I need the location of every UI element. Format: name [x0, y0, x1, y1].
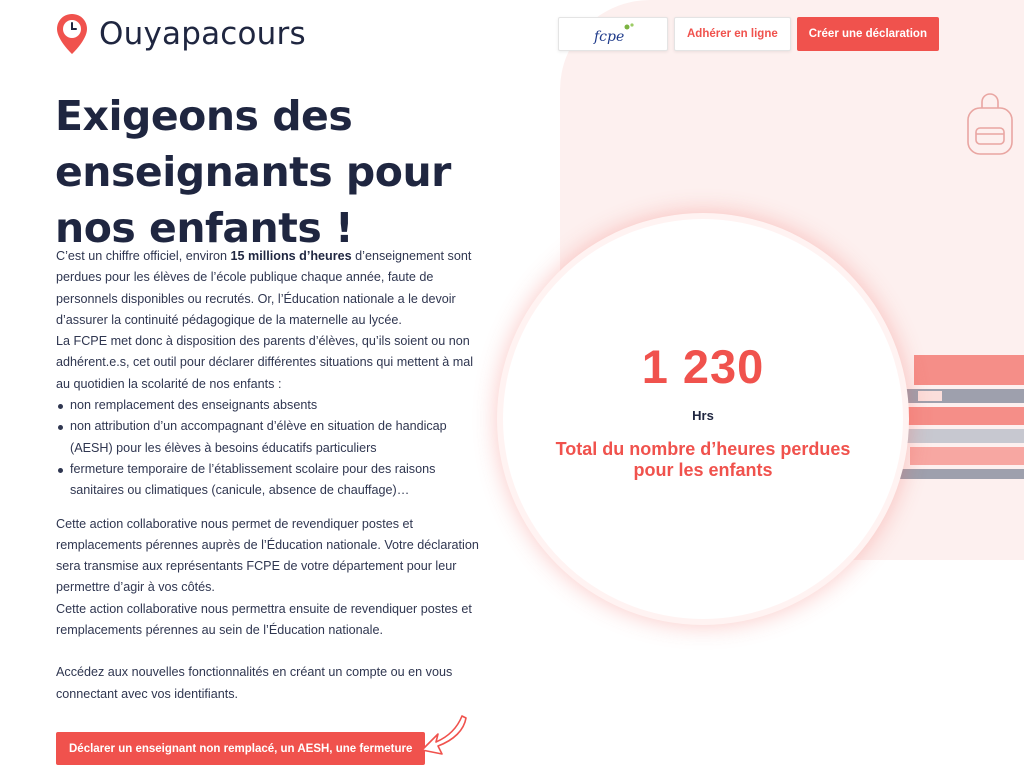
header-actions: [558, 17, 939, 51]
paragraph-3: Cette action collaborative nous permet de revendiquer postes et remplacements pérennes auprès de l’Éducation nationale. Votre déclaration sera transmise aux représentants FCPE de votre département pour leur permettre d’agir à vos côtés.: [56, 516, 479, 595]
fcpe-logo: [591, 22, 635, 46]
list-item: non attribution d’un accompagnant d’élève en situation de handicap (AESH) pour les élèves à besoins éducatifs particuliers: [56, 416, 486, 459]
arrow-icon: [418, 712, 470, 758]
paragraph-5: Accédez aux nouvelles fonctionnalités en créant un compte ou en vous connectant avec vos identifiants.: [56, 665, 453, 701]
brand-name: Ouyapacours: [99, 16, 306, 52]
paragraph-4: Cette action collaborative nous permettra ensuite de revendiquer postes et remplacements pérennes au sein de l’Éducation nationale.: [56, 601, 472, 638]
page-title: Exigeons des enseignants pour nos enfants !: [55, 92, 451, 252]
paragraph-2: La FCPE met donc à disposition des parents d’élèves, qu’ils soient ou non adhérent.e.s, cet outil pour déclarer différentes situations qui mettent à mal au quotidien la scolarité de nos enfants :: [56, 334, 473, 391]
creer-declaration-button[interactable]: Créer une déclaration: [797, 17, 939, 51]
brand-logo[interactable]: [55, 12, 306, 56]
list-item: fermeture temporaire de l’établissement scolaire pour des raisons sanitaires ou climatiques (canicule, absence de chauffage)…: [56, 459, 486, 502]
adherer-button[interactable]: Adhérer en ligne: [674, 17, 791, 51]
hours-counter-value: 1 230: [641, 340, 765, 393]
situations-list: [56, 395, 486, 501]
hours-caption: Total du nombre d’heures perdues pour les enfants: [555, 439, 851, 480]
intro-before: C’est un chiffre officiel, environ: [56, 249, 231, 263]
backpack-icon: [960, 90, 1020, 160]
hours-unit: Hrs: [692, 408, 714, 423]
hours-counter-circle: [503, 219, 903, 619]
declare-button[interactable]: Déclarer un enseignant non remplacé, un AESH, une fermeture: [56, 732, 425, 765]
map-pin-clock-icon: [55, 12, 89, 56]
list-item: non remplacement des enseignants absents: [56, 395, 486, 416]
intro-after: d’enseignement sont perdues pour les élèves de l’école publique chaque année, faute de personnels disponibles ou recrutés. Or, l’Éducation nationale a le devoir d’assurer la continuité pédagogique de la maternelle au lycée.: [56, 249, 472, 327]
fcpe-logo-button[interactable]: [558, 17, 668, 51]
intro-paragraph: [56, 246, 486, 331]
intro-text: [56, 246, 486, 705]
books-illustration: [900, 355, 1024, 495]
intro-bold: 15 millions d’heures: [230, 249, 352, 263]
fcpe-logo-text: fcpe: [594, 29, 625, 45]
